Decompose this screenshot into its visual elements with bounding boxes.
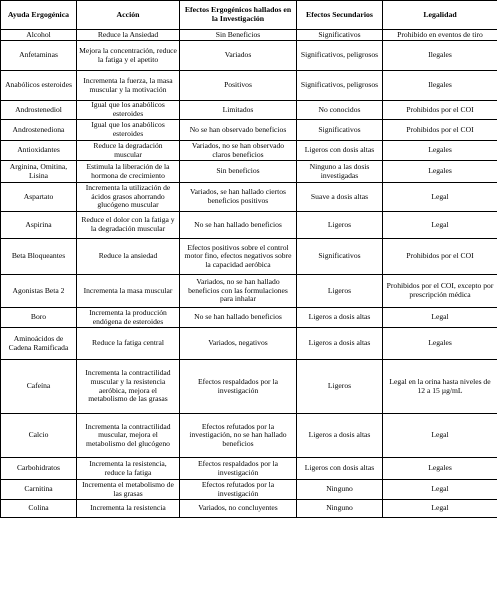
cell-accion: Reduce la degradación muscular [77, 141, 180, 161]
cell-ayuda: Calcio [1, 414, 77, 458]
cell-accion: Incrementa la masa muscular [77, 275, 180, 308]
cell-accion: Estimula la liberación de la hormona de crecimiento [77, 161, 180, 183]
cell-ayuda: Alcohol [1, 30, 77, 41]
cell-secundarios: Significativos, peligrosos [297, 41, 383, 71]
cell-legalidad: Legales [383, 141, 497, 161]
table-row [1, 480, 497, 500]
cell-efectos: Efectos refutados por la investigación, no se han hallado beneficios [180, 414, 297, 458]
cell-efectos: No se han hallado beneficios [180, 308, 297, 328]
cell-efectos: No se han hallado beneficios [180, 212, 297, 239]
table-row [1, 275, 497, 308]
table-row [1, 458, 497, 480]
table-row [1, 360, 497, 414]
cell-legalidad: Prohibidos por el COI, excepto por prescripción médica [383, 275, 497, 308]
table-row [1, 308, 497, 328]
cell-legalidad: Legal [383, 480, 497, 500]
cell-accion: Incrementa la contractilidad muscular, mejora el metabolismo del glucógeno [77, 414, 180, 458]
cell-legalidad: Legal [383, 183, 497, 212]
cell-accion: Reduce la ansiedad [77, 239, 180, 275]
cell-legalidad: Prohibidos por el COI [383, 120, 497, 141]
cell-secundarios: Suave a dosis altas [297, 183, 383, 212]
cell-legalidad: Ilegales [383, 41, 497, 71]
cell-secundarios: Ninguno [297, 500, 383, 518]
cell-accion: Incrementa la utilización de ácidos grasos ahorrando glucógeno muscular [77, 183, 180, 212]
header-secundarios: Efectos Secundarios [297, 1, 383, 30]
cell-ayuda: Boro [1, 308, 77, 328]
cell-secundarios: Significativos [297, 239, 383, 275]
cell-ayuda: Aspirina [1, 212, 77, 239]
cell-secundarios: Ligeros con dosis altas [297, 141, 383, 161]
cell-legalidad: Legal en la orina hasta niveles de 12 a 15 µg/mL [383, 360, 497, 414]
cell-accion: Incrementa la fuerza, la masa muscular y la motivación [77, 71, 180, 101]
table-row [1, 183, 497, 212]
cell-secundarios: Ligeros a dosis altas [297, 308, 383, 328]
cell-efectos: Variados, no se han observado claros beneficios [180, 141, 297, 161]
cell-ayuda: Anfetaminas [1, 41, 77, 71]
cell-efectos: Efectos positivos sobre el control motor fino, efectos negativos sobre la capacidad aeróbica [180, 239, 297, 275]
cell-ayuda: Aspartato [1, 183, 77, 212]
cell-accion: Igual que los anabólicos esteroides [77, 101, 180, 120]
cell-legalidad: Prohibidos por el COI [383, 239, 497, 275]
cell-secundarios: Significativos [297, 120, 383, 141]
cell-secundarios: Ligeros a dosis altas [297, 328, 383, 360]
cell-ayuda: Anabólicos esteroides [1, 71, 77, 101]
cell-efectos: Efectos respaldados por la investigación [180, 458, 297, 480]
table-row [1, 414, 497, 458]
cell-legalidad: Legales [383, 458, 497, 480]
cell-accion: Reduce la fatiga central [77, 328, 180, 360]
cell-ayuda: Antioxidantes [1, 141, 77, 161]
cell-secundarios: Ligeros [297, 212, 383, 239]
cell-efectos: Variados [180, 41, 297, 71]
cell-accion: Reduce el dolor con la fatiga y la degradación muscular [77, 212, 180, 239]
table-row [1, 30, 497, 41]
table-row [1, 212, 497, 239]
header-efectos: Efectos Ergogénicos hallados en la Investigación [180, 1, 297, 30]
cell-ayuda: Carbohidratos [1, 458, 77, 480]
cell-efectos: No se han observado beneficios [180, 120, 297, 141]
cell-accion: Incrementa la contractilidad muscular y la resistencia aeróbica, mejora el metabolismo de las grasas [77, 360, 180, 414]
cell-ayuda: Androstenediona [1, 120, 77, 141]
cell-efectos: Variados, se han hallado ciertos beneficios positivos [180, 183, 297, 212]
cell-accion: Reduce la Ansiedad [77, 30, 180, 41]
cell-legalidad: Legal [383, 500, 497, 518]
cell-efectos: Variados, no concluyentes [180, 500, 297, 518]
cell-ayuda: Aminoácidos de Cadena Ramificada [1, 328, 77, 360]
cell-ayuda: Cafeína [1, 360, 77, 414]
cell-efectos: Positivos [180, 71, 297, 101]
header-row [1, 1, 497, 30]
cell-efectos: Variados, no se han hallado beneficios con las formulaciones para inhalar [180, 275, 297, 308]
table-row [1, 328, 497, 360]
cell-accion: Incrementa la resistencia [77, 500, 180, 518]
header-accion: Acción [77, 1, 180, 30]
cell-secundarios: Ligeros [297, 360, 383, 414]
table-row [1, 500, 497, 518]
cell-efectos: Efectos respaldados por la investigación [180, 360, 297, 414]
cell-efectos: Limitados [180, 101, 297, 120]
cell-ayuda: Beta Bloqueantes [1, 239, 77, 275]
cell-secundarios: Ligeros con dosis altas [297, 458, 383, 480]
table-row [1, 239, 497, 275]
cell-ayuda: Androstenediol [1, 101, 77, 120]
cell-accion: Incrementa el metabolismo de las grasas [77, 480, 180, 500]
table-row [1, 141, 497, 161]
cell-ayuda: Agonistas Beta 2 [1, 275, 77, 308]
table-row [1, 71, 497, 101]
cell-legalidad: Prohibido en eventos de tiro [383, 30, 497, 41]
cell-legalidad: Legal [383, 212, 497, 239]
cell-legalidad: Legales [383, 328, 497, 360]
cell-ayuda: Colina [1, 500, 77, 518]
cell-efectos: Sin Beneficios [180, 30, 297, 41]
cell-secundarios: Significativos [297, 30, 383, 41]
cell-legalidad: Legal [383, 308, 497, 328]
cell-secundarios: Significativos, peligrosos [297, 71, 383, 101]
cell-secundarios: Ninguno [297, 480, 383, 500]
cell-secundarios: Ligeros a dosis altas [297, 414, 383, 458]
cell-efectos: Efectos refutados por la investigación [180, 480, 297, 500]
table-row [1, 120, 497, 141]
cell-accion: Mejora la concentración, reduce la fatiga y el apetito [77, 41, 180, 71]
cell-accion: Incrementa la resistencia, reduce la fatiga [77, 458, 180, 480]
cell-accion: Igual que los anabólicos esteroides [77, 120, 180, 141]
cell-secundarios: Ligeros [297, 275, 383, 308]
cell-accion: Incrementa la producción endógena de esteroides [77, 308, 180, 328]
header-legalidad: Legalidad [383, 1, 497, 30]
header-ayuda: Ayuda Ergogénica [1, 1, 77, 30]
table-row [1, 101, 497, 120]
cell-efectos: Variados, negativos [180, 328, 297, 360]
cell-legalidad: Prohibidos por el COI [383, 101, 497, 120]
cell-secundarios: Ninguno a las dosis investigadas [297, 161, 383, 183]
cell-legalidad: Ilegales [383, 71, 497, 101]
cell-secundarios: No conocidos [297, 101, 383, 120]
table-row [1, 161, 497, 183]
cell-ayuda: Arginina, Omitina, Lisina [1, 161, 77, 183]
table-row [1, 41, 497, 71]
cell-efectos: Sin beneficios [180, 161, 297, 183]
cell-ayuda: Carnitina [1, 480, 77, 500]
cell-legalidad: Legal [383, 414, 497, 458]
cell-legalidad: Legales [383, 161, 497, 183]
